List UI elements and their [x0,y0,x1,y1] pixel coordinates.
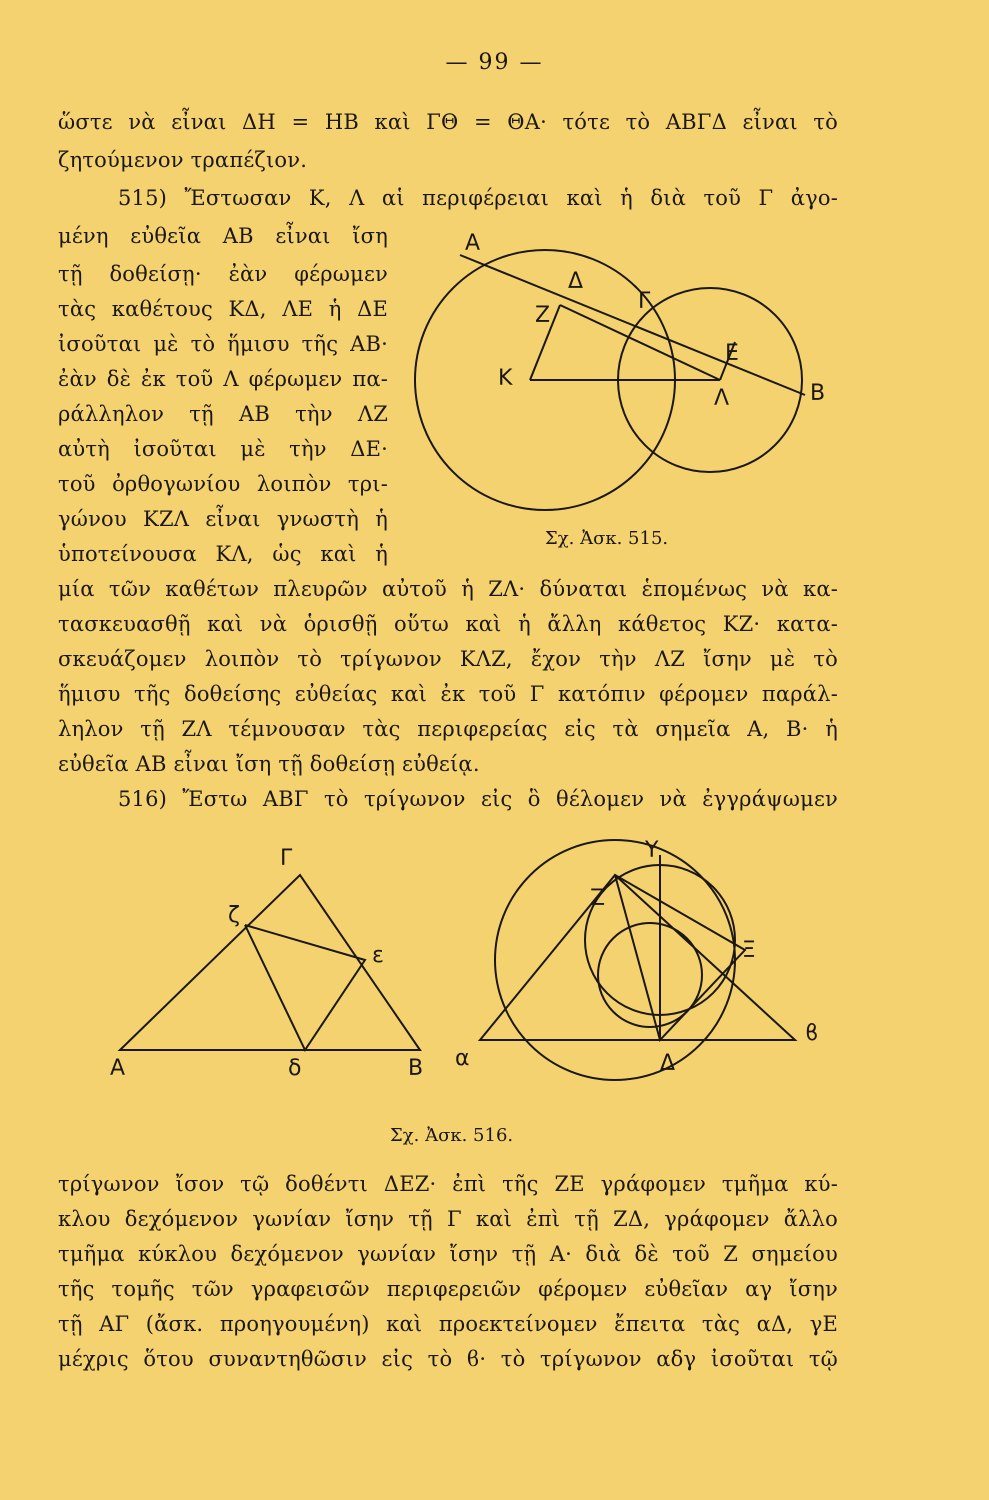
label-k: Κ [498,366,513,391]
text-line-7: ἰσοῦται μὲ τὸ ἥμισυ τῆς ΑΒ· [58,332,388,356]
page-number: — 99 — [445,50,544,75]
text-line-1: ὥστε νὰ εἶναι ΔΗ = ΗΒ καὶ ΓΘ = ΘΑ· τότε τὸ ΑΒΓΔ εἶναι τὸ [58,110,838,134]
text-line-15: τασκευασθῇ καὶ νὰ ὁρισθῇ οὕτω καὶ ἡ ἄλλη κάθετος ΚΖ· κατα- [58,612,838,636]
label-right-beta: ϐ [805,1021,819,1046]
text-line-10: αὐτὴ ἰσοῦται μὲ τὴν ΔΕ· [58,437,388,461]
text-line-20: 516) Ἔστω ΑΒΓ τὸ τρίγωνον εἰς ὃ θέλομεν νὰ ἐγγράψωμεν [118,787,838,811]
text-line-19: εὐθεῖα ΑΒ εἶναι ἴση τῇ δοθείσῃ εὐθείᾳ. [58,752,480,776]
text-line-17: ἥμισυ τῆς δοθείσης εὐθείας καὶ ἐκ τοῦ Γ κατόπιν φέρομεν παράλ- [58,682,838,706]
text-line-9: ράλληλον τῇ ΑΒ τὴν ΛΖ [58,402,388,426]
label-left-delta: δ [288,1056,302,1081]
text-line-5: τῇ δοθείσῃ· ἐὰν φέρωμεν [58,262,388,286]
text-line-16: σκευάζομεν λοιπὸν τὸ τρίγωνον ΚΛΖ, ἔχον τὴν ΛΖ ἴσην μὲ τὸ [58,647,838,671]
text-line-23: τμῆμα κύκλου δεχόμενον γωνίαν ἴσην τῇ Α· διὰ δὲ τοῦ Ζ σημείου [58,1242,838,1266]
text-line-11: τοῦ ὀρθογωνίου λοιπὸν τρι- [58,472,388,496]
text-line-14: μία τῶν καθέτων πλευρῶν αὐτοῦ ἡ ΖΛ· δύναται ἑπομένως νὰ κα- [58,577,838,601]
label-left-zeta: ζ [228,903,240,928]
text-line-21: τρίγωνον ἴσον τῷ δοθέντι ΔΕΖ· ἐπὶ τῆς ΖΕ γράφομεν τμῆμα κύ- [58,1172,838,1196]
label-left-epsilon: ε [372,943,384,968]
label-delta: Δ [568,269,584,294]
text-line-13: ὑποτείνουσα ΚΛ, ὡς καὶ ἡ [58,542,388,566]
text-line-6: τὰς καθέτους ΚΔ, ΛΕ ἡ ΔΕ [58,297,388,321]
text-line-4: μένη εὐθεῖα ΑΒ εἶναι ἴση [58,224,388,248]
label-left-gamma: Γ [280,846,293,871]
text-line-26: μέχρις ὅτου συναντηθῶσιν εἰς τὸ ϐ· τὸ τρίγωνον αδγ ἰσοῦται τῷ [58,1347,838,1371]
triangle-inner-516 [615,875,745,1040]
figure-516-right [450,835,850,1085]
label-gamma: Γ [638,289,651,314]
text-line-18: ληλον τῇ ΖΛ τέμνουσαν τὰς περιφερείας εἰς τὰ σημεῖα Α, Β· ἡ [58,717,838,741]
text-line-3: 515) Ἔστωσαν Κ, Λ αἱ περιφέρειαι καὶ ἡ διὰ τοῦ Γ ἀγο- [118,186,838,210]
figure-515 [390,230,830,550]
line-zl [560,305,720,380]
label-lambda: Λ [714,386,730,411]
text-line-22: κλου δεχόμενον γωνίαν ἴσην τῇ Γ καὶ ἐπὶ τῇ ΖΔ, γράφομεν ἄλλο [58,1207,838,1231]
text-line-12: γώνου ΚΖΛ εἶναι γνωστὴ ἡ [58,507,388,531]
text-line-2: ζητούμενον τραπέζιον. [58,148,308,172]
label-left-a: Α [110,1056,126,1081]
label-left-b: Β [408,1056,424,1081]
label-b: Β [810,381,826,406]
text-line-25: τῇ ΑΓ (ἄσκ. προηγουμένη) καὶ προεκτείνομεν ἔπειτα τὰς αΔ, γΕ [58,1312,838,1336]
text-line-24: τῆς τομῆς τῶν γραφεισῶν περιφερειῶν φέρομεν εὐθεῖαν αγ ἴσην [58,1277,838,1301]
label-a: Α [465,231,481,256]
text-line-8: ἐὰν δὲ ἐκ τοῦ Λ φέρωμεν πα- [58,367,388,391]
label-e: Ε [725,341,739,366]
label-right-delta: Δ [660,1051,676,1076]
label-z: Ζ [535,303,551,328]
label-right-alpha: α [455,1046,470,1071]
label-right-z: Ζ [590,886,606,911]
caption-515: Σχ. Ἀσκ. 515. [545,528,669,549]
caption-516: Σχ. Ἀσκ. 516. [390,1125,514,1146]
figure-516-left [100,840,460,1090]
label-right-xi: Ξ [742,938,756,963]
label-right-y: Υ [645,838,659,863]
